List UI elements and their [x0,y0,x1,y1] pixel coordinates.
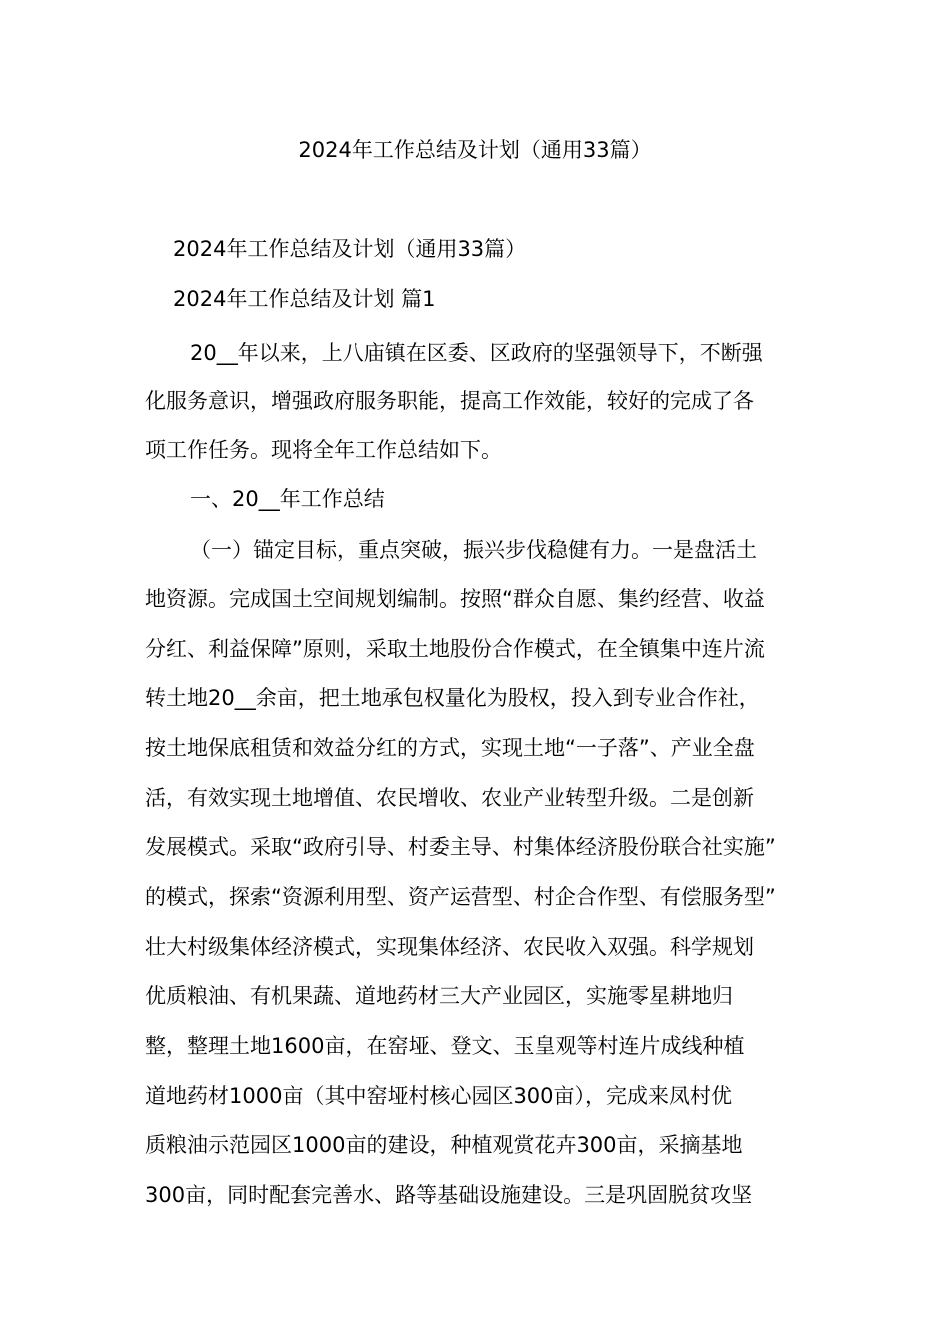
paragraph-line: 300亩，同时配套完善水、路等基础设施建设。三是巩固脱贫攻坚 [145,1183,753,1207]
paragraph-line: 分红、利益保障”原则，采取土地股份合作模式，在全镇集中连片流 [145,637,765,661]
paragraph-line: 转土地20__余亩，把土地承包权量化为股权，投入到专业合作社， [145,686,760,710]
paragraph-line: 地资源。完成国土空间规划编制。按照“群众自愿、集约经营、收益 [145,587,765,611]
section-heading: 一、20__年工作总结 [190,487,385,511]
paragraph-line: 活，有效实现土地增值、农民增收、农业产业转型升级。二是创新 [145,786,754,810]
paragraph-line: （一）锚定目标，重点突破，振兴步伐稳健有力。一是盘活土 [190,538,757,562]
series-heading: 2024年工作总结及计划（通用33篇） [173,237,527,261]
paragraph-line: 按土地保底租赁和效益分红的方式，实现土地“一子落”、产业全盘 [145,736,755,760]
paragraph-line: 整，整理土地1600亩，在窑垭、登文、玉皇观等村连片成线种植 [145,1034,745,1058]
paragraph-line: 20__年以来，上八庙镇在区委、区政府的坚强领导下，不断强 [190,341,763,365]
part-heading: 2024年工作总结及计划 篇1 [173,287,436,311]
paragraph-line: 的模式，探索“资源利用型、资产运营型、村企合作型、有偿服务型” [145,885,776,909]
paragraph-line: 壮大村级集体经济模式，实现集体经济、农民收入双强。科学规划 [145,935,754,959]
document-title: 2024年工作总结及计划（通用33篇） [298,138,652,162]
paragraph-line: 优质粮油、有机果蔬、道地药材三大产业园区，实施零星耕地归 [145,984,733,1008]
paragraph-line: 质粮油示范园区1000亩的建设，种植观赏花卉300亩，采摘基地 [145,1133,743,1157]
paragraph-line: 化服务意识，增强政府服务职能，提高工作效能，较好的完成了各 [145,389,754,413]
paragraph-line: 发展模式。采取“政府引导、村委主导、村集体经济股份联合社实施” [145,835,776,859]
paragraph-line: 项工作任务。现将全年工作总结如下。 [145,438,502,462]
paragraph-line: 道地药材1000亩（其中窑垭村核心园区300亩），完成来凤村优 [145,1084,733,1108]
